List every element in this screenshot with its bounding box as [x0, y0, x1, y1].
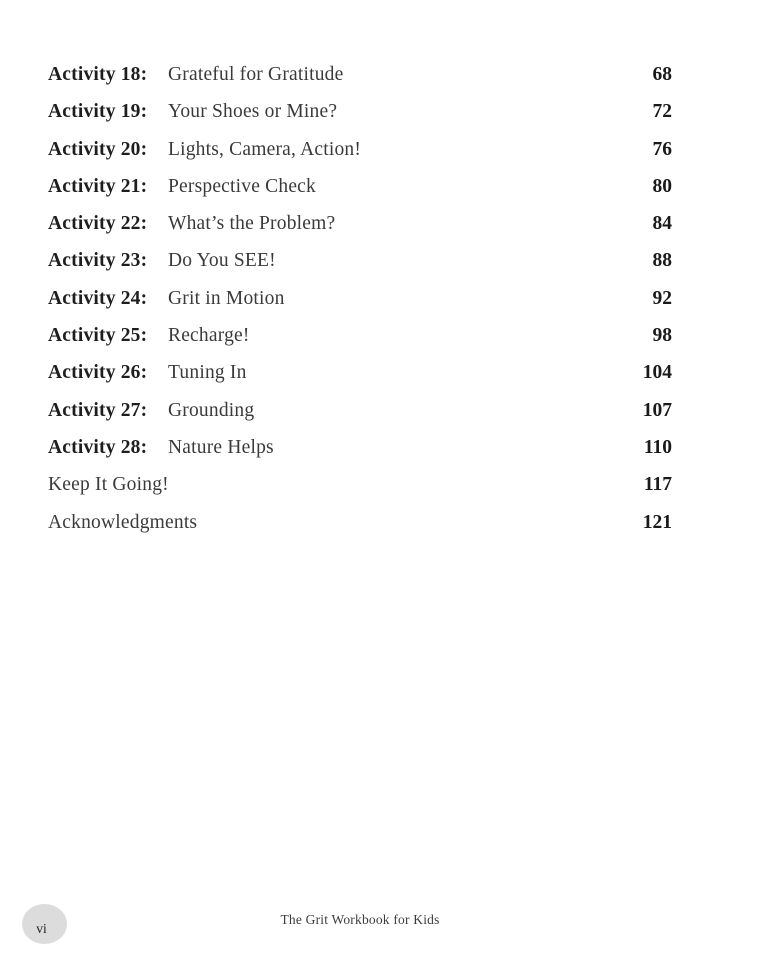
- toc-entry-title: Do You SEE!: [168, 250, 276, 272]
- toc-entry-title: Keep It Going!: [48, 474, 169, 496]
- toc-entry-title: Grit in Motion: [168, 287, 285, 309]
- toc-entry: [48, 168, 672, 205]
- toc-entry: [48, 392, 672, 429]
- running-footer-title: The Grit Workbook for Kids: [280, 912, 440, 927]
- toc-entry: [48, 280, 672, 317]
- toc-entry-title: Tuning In: [168, 362, 247, 384]
- toc-entry-title: Grateful for Gratitude: [168, 64, 344, 85]
- toc-entry: [48, 56, 672, 93]
- toc-entry-title: Lights, Camera, Action!: [168, 138, 362, 160]
- toc-entry-page-number: 110: [643, 436, 672, 458]
- toc-entry-title: Your Shoes or Mine?: [168, 101, 338, 123]
- toc-entry-text: [48, 504, 197, 541]
- toc-entry-text: [48, 56, 344, 93]
- table-of-contents: [48, 56, 672, 541]
- toc-entry-label: Activity 18:: [48, 64, 148, 85]
- toc-entry-page-number: 117: [643, 474, 672, 496]
- toc-entry-text: [48, 131, 361, 168]
- toc-entry-page-number: 107: [642, 399, 672, 421]
- toc-entry-title: Perspective Check: [168, 175, 316, 197]
- page-number: vi: [36, 920, 47, 936]
- toc-entry-page-number: 80: [652, 175, 672, 197]
- toc-entry-title: Recharge!: [168, 325, 250, 347]
- toc-entry-page-number: 88: [652, 250, 672, 272]
- toc-entry-label: Activity 25:: [48, 325, 148, 347]
- toc-entry-title: What’s the Problem?: [168, 213, 336, 235]
- toc-entry-label: Activity 27:: [48, 399, 148, 421]
- toc-entry: [48, 429, 672, 466]
- toc-entry-text: [48, 168, 316, 205]
- toc-entry: [48, 354, 672, 391]
- toc-entry-page-number: 84: [652, 213, 672, 235]
- toc-entry-text: [48, 205, 335, 242]
- toc-entry: [48, 93, 672, 130]
- toc-entry-label: Activity 23:: [48, 250, 148, 272]
- toc-entry-text: [48, 354, 247, 391]
- toc-entry-text: [48, 466, 169, 503]
- toc-entry-title: Nature Helps: [168, 436, 274, 458]
- toc-entry: [48, 131, 672, 168]
- toc-entry: [48, 242, 672, 279]
- toc-entry: [48, 205, 672, 242]
- toc-entry-page-number: 121: [642, 511, 672, 533]
- toc-entry-label: Activity 24:: [48, 287, 148, 309]
- toc-entry-text: [48, 317, 250, 354]
- toc-entry-text: [48, 280, 285, 317]
- toc-entry-label: Activity 20:: [48, 138, 148, 160]
- toc-entry-label: Activity 19:: [48, 101, 148, 123]
- toc-entry-page-number: 104: [642, 362, 672, 384]
- toc-entry: [48, 317, 672, 354]
- toc-entry: [48, 504, 672, 541]
- toc-entry: [48, 466, 672, 503]
- toc-entry-label: Activity 22:: [48, 213, 148, 235]
- toc-entry-text: [48, 242, 276, 279]
- toc-entry-text: [48, 429, 274, 466]
- toc-entry-page-number: 92: [652, 287, 672, 309]
- toc-entry-page-number: 72: [652, 101, 672, 123]
- toc-entry-title: Acknowledgments: [48, 511, 198, 533]
- toc-entry-label: Activity 28:: [48, 436, 148, 458]
- toc-entry-page-number: 98: [652, 325, 672, 347]
- toc-entry-text: [48, 392, 254, 429]
- toc-entry-text: [48, 93, 337, 130]
- toc-entry-page-number: 76: [652, 138, 672, 160]
- toc-entry-label: Activity 21:: [48, 175, 148, 197]
- toc-entry-label: Activity 26:: [48, 362, 148, 384]
- toc-entry-page-number: 68: [652, 64, 672, 85]
- toc-entry-title: Grounding: [168, 399, 255, 421]
